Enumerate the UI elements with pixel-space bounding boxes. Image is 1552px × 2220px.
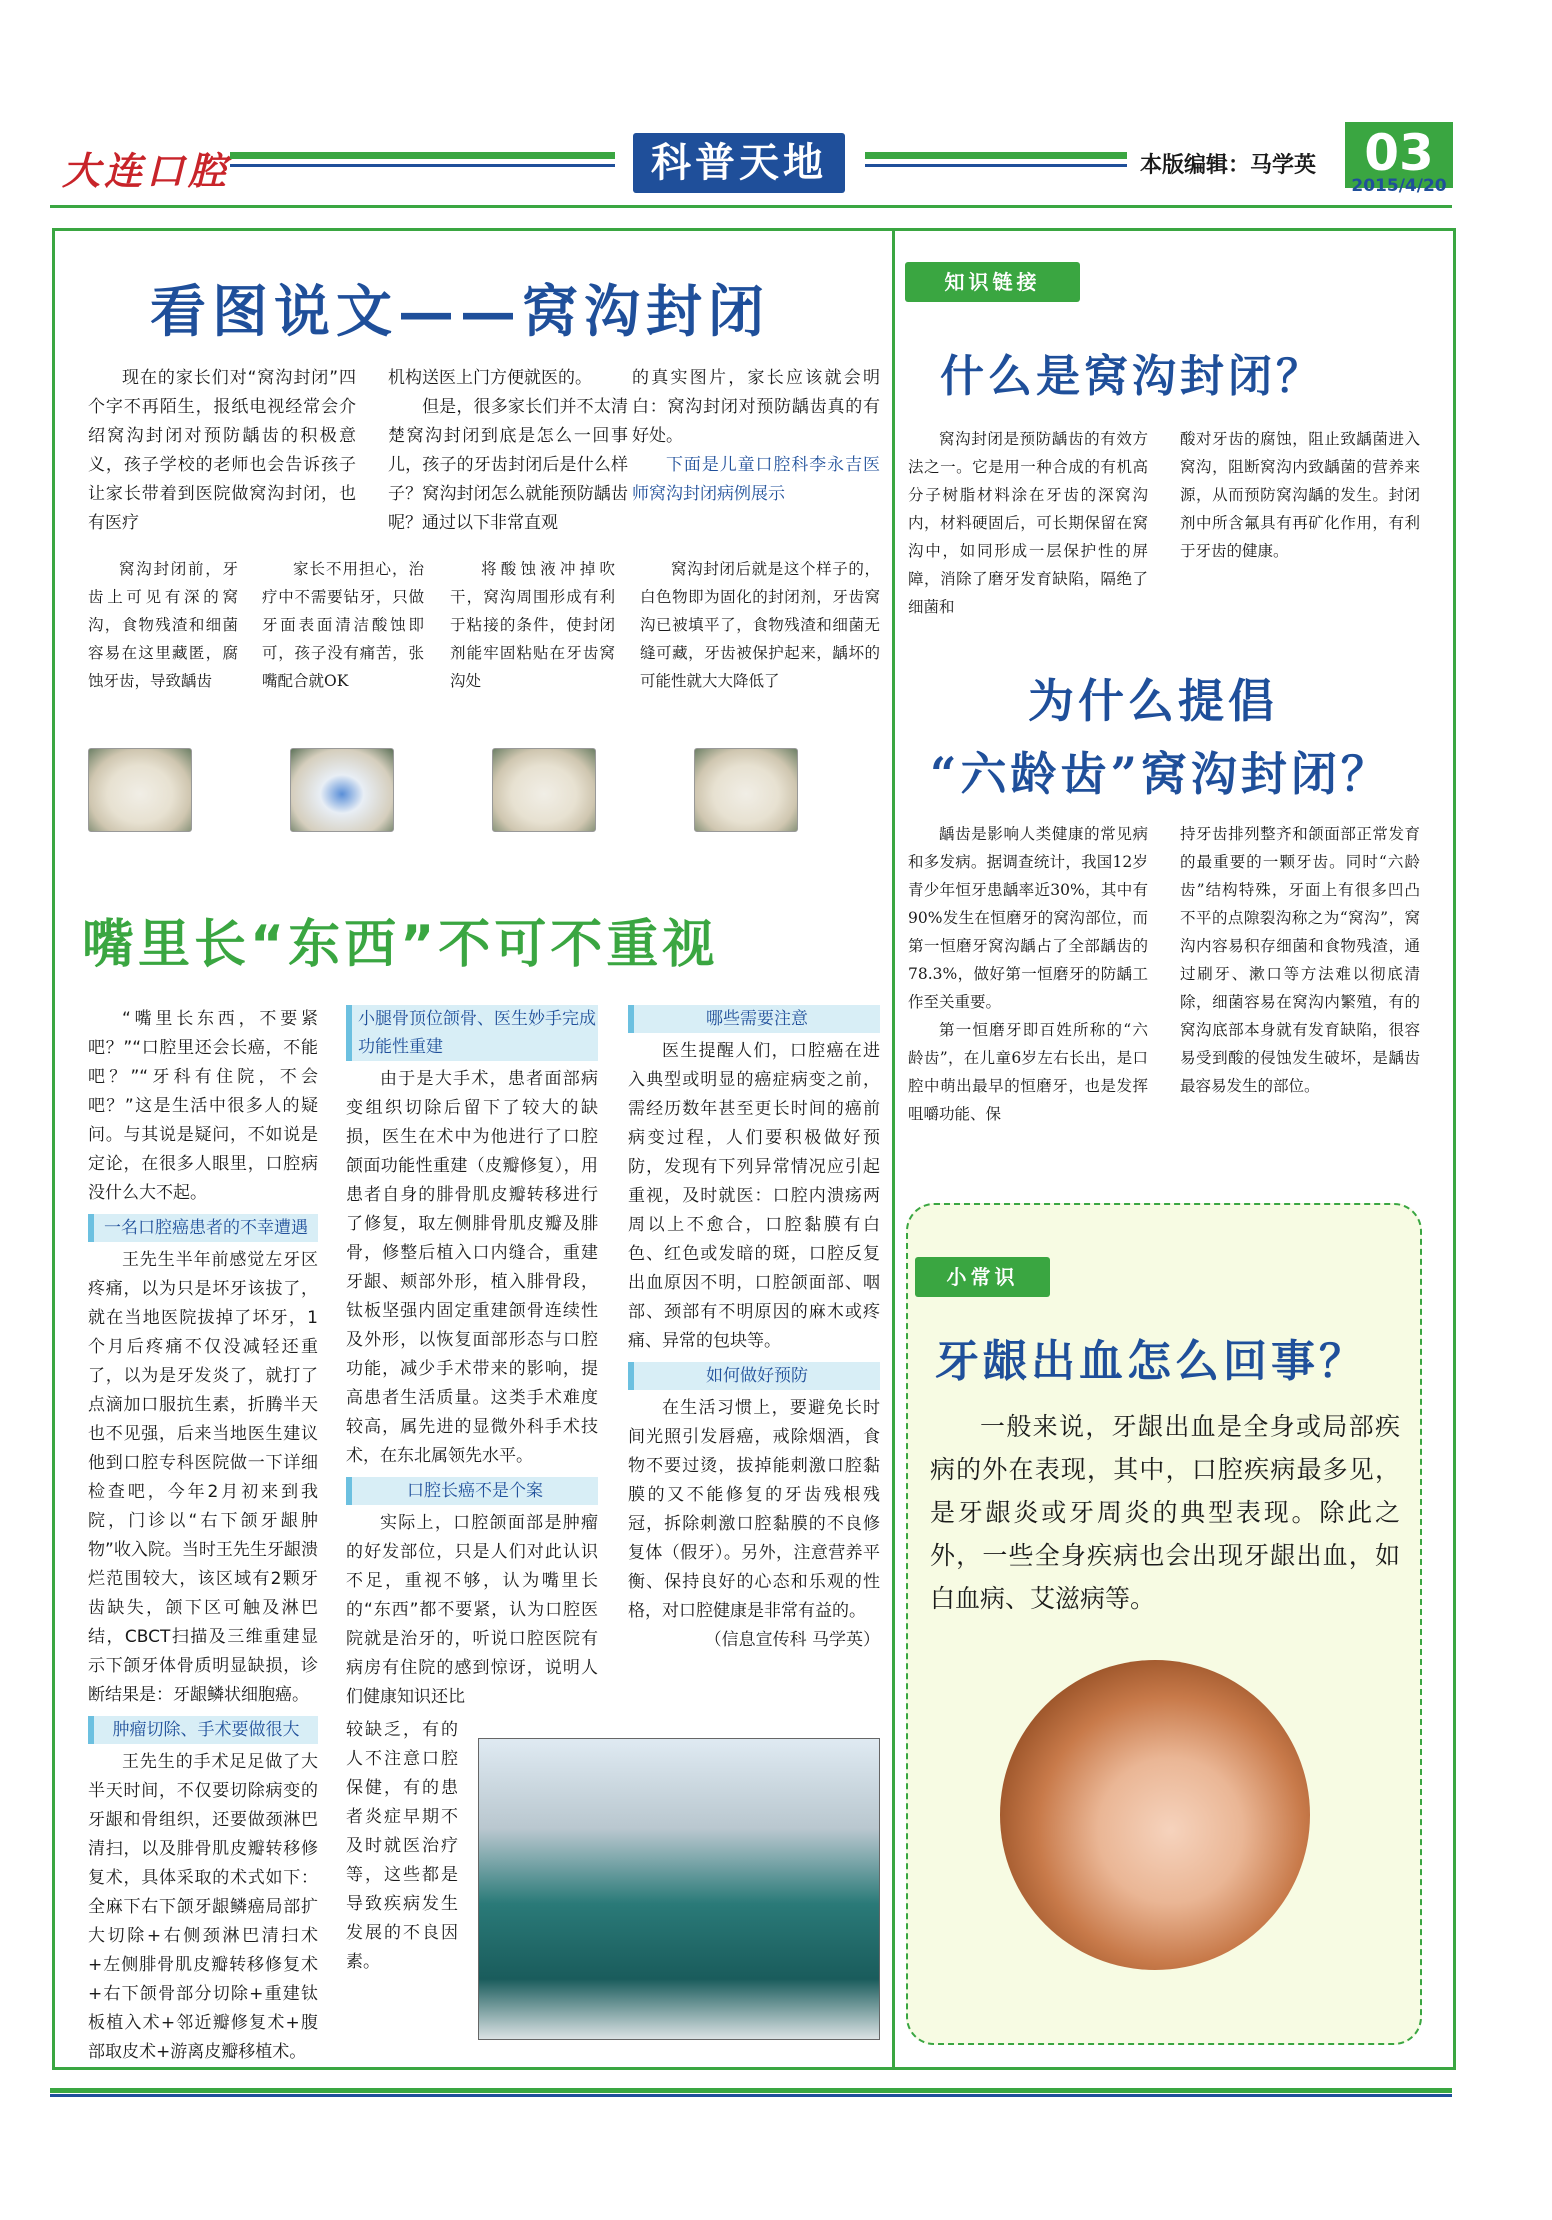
article2-col1	[88, 1005, 318, 2067]
q2-col1	[908, 820, 1148, 1128]
q3-body	[930, 1405, 1400, 1620]
masthead-rule-right-green	[865, 152, 1127, 159]
article2-p4: 实际上，口腔颌面部是肿瘤的好发部位，只是人们对此认识不足，重视不够，认为嘴里长的“东西”都不要紧，认为口腔医院就是治牙的，听说口腔医院有病房有住院的感到惊讶，说明人们健康知识还比	[346, 1513, 598, 1707]
caption-1	[88, 555, 238, 695]
article2-sub1: 一名口腔癌患者的不幸遭遇	[88, 1214, 318, 1242]
issue-date: 2015/4/20	[1351, 176, 1447, 196]
masthead-rule-left-blue	[230, 164, 615, 167]
article2-p5: 医生提醒人们，口腔癌在进入典型或明显的癌症病变之前，需经历数年甚至更长时间的癌前病变过程，人们要积极做好预防，发现有下列异常情况应引起重视，及时就医：口腔内溃疡两周以上不愈合，口腔黏膜有白色、红色或发暗的斑，口腔反复出血原因不明，口腔颌面部、咽部、颈部有不明原因的麻木或疼痛、异常的包块等。	[628, 1041, 880, 1351]
q2-title-line2: “六龄齿”窝沟封闭？	[930, 747, 1391, 801]
tooth-photo-rinsed	[492, 748, 596, 832]
article1-col2b-text: 但是，很多家长们并不太清楚窝沟封闭到底是怎么一回事儿，孩子的牙齿封闭后是什么样子？窝沟封闭怎么就能预防龋齿呢？通过以下非常直观	[388, 397, 628, 533]
article2-p6: 在生活习惯上，要避免长时间光照引发唇癌，戒除烟酒，食物不要过烫，拔掉能刺激口腔黏膜的又不能修复的牙齿残根残冠，拆除刺激口腔黏膜的不良修复体（假牙）。另外，注意营养平衡、保持良好的心态和乐观的性格，对口腔健康是非常有益的。	[628, 1398, 880, 1621]
tooth-photo-etching	[290, 748, 394, 832]
article1-col1-text: 现在的家长们对“窝沟封闭”四个字不再陌生，报纸电视经常会介绍窝沟封闭对预防龋齿的积极意义，孩子学校的老师也会告诉孩子让家长带着到医院做窝沟封闭，也有医疗	[88, 368, 356, 533]
smiling-woman-photo	[1000, 1660, 1310, 1970]
article2-col2-wrap	[346, 1716, 458, 1977]
q2-title-line1: 为什么提倡	[1028, 674, 1278, 728]
footer-rule-green	[50, 2088, 1452, 2093]
q3-title: 牙龈出血怎么回事？	[935, 1336, 1367, 1387]
article2-col3	[628, 1005, 880, 1655]
tag-tips: 小常识	[915, 1257, 1050, 1297]
masthead-rule-left-green	[230, 152, 615, 159]
caption-2	[262, 555, 424, 695]
q1-col2	[1180, 425, 1420, 565]
article2-p1: 王先生半年前感觉左牙区疼痛，以为只是坏牙该拔了，就在当地医院拔掉了坏牙，1个月后疼痛不仅没减轻还重了，以为是牙发炎了，就打了点滴加口服抗生素，折腾半天也不见强，后来当地医生建议他到口腔专科医院做一下详细检查吧，今年2月初来到我院，门诊以“右下颌牙龈肿物”收入院。当时王先生牙龈溃烂范围较大，该区域有2颗牙齿缺失，颌下区可触及淋巴结，CBCT扫描及三维重建显示下颌牙体骨质明显缺损，诊断结果是：牙龈鳞状细胞癌。	[88, 1250, 318, 1705]
article1-col3	[632, 364, 880, 509]
tooth-photo-before	[88, 748, 192, 832]
article2-sub5: 哪些需要注意	[628, 1005, 880, 1033]
q2-col1a-text: 龋齿是影响人类健康的常见病和多发病。据调查统计，我国12岁青少年恒牙患龋率近30%，其中有90%发生在恒磨牙的窝沟部位，而第一恒磨牙窝沟龋占了全部龋齿的78.3%，做好第一恒磨牙的防龋工作至关重要。	[908, 825, 1148, 1011]
article2-sub2: 肿瘤切除、手术要做很大	[88, 1716, 318, 1744]
article1-title: 看图说文——窝沟封闭	[150, 279, 770, 345]
q1-title: 什么是窝沟封闭？	[940, 351, 1324, 402]
article2-sub6: 如何做好预防	[628, 1362, 880, 1390]
page-number: 03	[1345, 122, 1453, 188]
caption-4-text: 窝沟封闭后就是这个样子的，白色物即为固化的封闭剂，牙齿窝沟已被填平了，食物残渣和细菌无缝可藏，牙齿被保护起来，龋坏的可能性就大大降低了	[640, 560, 880, 690]
surgery-photo	[478, 1738, 880, 2040]
article2-p4b: 较缺乏，有的人不注意口腔保健，有的患者炎症早期不及时就医治疗等，这些都是导致疾病发生发展的不良因素。	[346, 1720, 458, 1972]
q2-col2-text: 持牙齿排列整齐和颌面部正常发育的最重要的一颗牙齿。同时“六龄齿”结构特殊，牙面上有很多凹凸不平的点隙裂沟称之为“窝沟”，窝沟内容易积存细菌和食物残渣，通过刷牙、漱口等方法难以彻底清除，细菌容易在窝沟内繁殖，有的窝沟底部本身就有发育缺陷，很容易受到酸的侵蚀发生破坏，是龋齿最容易发生的部位。	[1180, 825, 1420, 1095]
q3-text: 一般来说，牙龈出血是全身或局部疾病的外在表现，其中，口腔疾病最多见，是牙龈炎或牙周炎的典型表现。除此之外，一些全身疾病也会出现牙龈出血，如白血病、艾滋病等。	[930, 1412, 1400, 1613]
article1-col2	[388, 364, 628, 538]
q1-col2-text: 酸对牙齿的腐蚀，阻止致龋菌进入窝沟，阻断窝沟内致龋菌的营养来源，从而预防窝沟龋的发生。封闭剂中所含氟具有再矿化作用，有利于牙齿的健康。	[1180, 430, 1420, 560]
article2-title: 嘴里长“东西”不可不重视	[82, 915, 719, 975]
tag-knowledge-link: 知识链接	[905, 262, 1080, 302]
header-rule	[50, 205, 1452, 208]
caption-1-text: 窝沟封闭前，牙齿上可见有深的窝沟，食物残渣和细菌容易在这里藏匿，腐蚀牙齿，导致龋齿	[88, 560, 238, 690]
article2-p3: 由于是大手术，患者面部病变组织切除后留下了较大的缺损，医生在术中为他进行了口腔颌面功能性重建（皮瓣修复），用患者自身的腓骨肌皮瓣转移进行了修复，取左侧腓骨肌皮瓣及腓骨，修整后植入口内缝合，重建牙龈、颊部外形，植入腓骨段，钛板坚强内固定重建颌骨连续性及外形，以恢复面部形态与口腔功能，减少手术带来的影响，提高患者生活质量。这类手术难度较高，属先进的显微外科手术技术，在东北属领先水平。	[346, 1069, 598, 1466]
article2-p2: 王先生的手术足足做了大半天时间，不仅要切除病变的牙龈和骨组织，还要做颈淋巴清扫，以及腓骨肌皮瓣转移修复术，具体采取的术式如下：全麻下右下颌牙龈鳞癌局部扩大切除+右侧颈淋巴清扫术+左侧腓骨肌皮瓣转移修复术+右下颌骨部分切除+重建钛板植入术+邻近瓣修复术+腹部取皮术+游离皮瓣移植术。	[88, 1752, 318, 2062]
q2-col2	[1180, 820, 1420, 1100]
q1-col1	[908, 425, 1148, 621]
section-title: 科普天地	[633, 133, 845, 193]
article1-case-note: 下面是儿童口腔科李永吉医师窝沟封闭病例展示	[632, 455, 880, 504]
q2-col1b-text: 第一恒磨牙即百姓所称的“六龄齿”，在儿童6岁左右长出，是口腔中萌出最早的恒磨牙，也是发挥咀嚼功能、保	[908, 1021, 1148, 1123]
caption-4	[640, 555, 880, 695]
logo: 大连口腔	[62, 148, 231, 193]
tooth-photo-after	[694, 748, 798, 832]
article2-sub4: 口腔长癌不是个案	[346, 1477, 598, 1505]
article1-col2-text: 机构送医上门方便就医的。	[388, 368, 592, 388]
article2-col2	[346, 1005, 598, 1712]
footer-rule-blue	[50, 2094, 1452, 2097]
article1-col1	[88, 364, 356, 538]
editor-credit: 本版编辑：马学英	[1140, 152, 1317, 178]
caption-2-text: 家长不用担心，治疗中不需要钻牙，只做牙面表面清洁酸蚀即可，孩子没有痛苦，张嘴配合就OK	[262, 560, 424, 690]
article1-col3-text: 的真实图片，家长应该就会明白：窝沟封闭对预防龋齿真的有好处。	[632, 368, 880, 446]
article2-intro: “嘴里长东西，不要紧吧？”“口腔里还会长癌，不能吧？”“牙科有住院，不会吧？”这是生活中很多人的疑问。与其说是疑问，不如说是定论，在很多人眼里，口腔病没什么大不起。	[88, 1009, 318, 1203]
masthead-rule-right-blue	[865, 164, 1127, 167]
caption-3-text: 将酸蚀液冲掉吹干，窝沟周围形成有利于粘接的条件，使封闭剂能牢固粘贴在牙齿窝沟处	[450, 560, 615, 690]
article2-byline: （信息宣传科 马学英）	[704, 1630, 880, 1650]
caption-3	[450, 555, 615, 695]
q1-col1-text: 窝沟封闭是预防龋齿的有效方法之一。它是用一种合成的有机高分子树脂材料涂在牙齿的深窝沟内，材料硬固后，可长期保留在窝沟中，如同形成一层保护性的屏障，消除了磨牙发育缺陷，隔绝了细菌和	[908, 430, 1148, 616]
article2-sub3: 小腿骨顶位颌骨、医生妙手完成功能性重建	[346, 1005, 598, 1061]
